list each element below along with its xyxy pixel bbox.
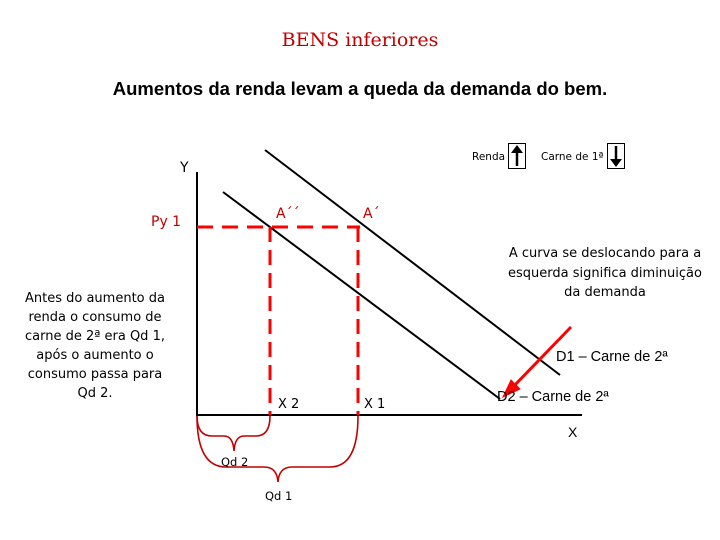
y-axis-label: Y bbox=[180, 160, 189, 176]
brace-qd1 bbox=[197, 416, 358, 482]
legend-renda-box bbox=[508, 143, 526, 169]
legend-renda-label: Renda bbox=[472, 151, 506, 163]
qd2-label: Qd 2 bbox=[221, 455, 249, 469]
note-right: A curva se deslocando para a esquerda significa diminuição da demanda bbox=[508, 246, 702, 300]
slide-subtitle: Aumentos da renda levam a queda da demanda do bem. bbox=[112, 78, 608, 99]
arrow-up-icon bbox=[509, 144, 525, 168]
arrow-down-icon bbox=[608, 144, 624, 168]
legend-carne-label: Carne de 1ª bbox=[541, 151, 604, 163]
point-a-double-prime-label: A´´ bbox=[276, 206, 300, 222]
slide-title: BENS inferiores bbox=[281, 29, 439, 51]
curve-d1-label: D1 – Carne de 2ª bbox=[556, 349, 668, 365]
x1-label: X 1 bbox=[364, 397, 386, 412]
qd1-label: Qd 1 bbox=[265, 489, 293, 503]
x2-label: X 2 bbox=[278, 397, 300, 412]
legend-carne-box bbox=[607, 143, 625, 169]
x-axis-label: X bbox=[568, 424, 578, 440]
note-left: Antes do aumento da renda o consumo de carne de 2ª era Qd 1, após o aumento o consumo passa para Qd 2. bbox=[25, 291, 165, 401]
point-a-prime-label: A´ bbox=[363, 206, 380, 222]
curve-d2-label: D2 – Carne de 2ª bbox=[497, 389, 609, 405]
brace-qd2 bbox=[197, 416, 270, 451]
py1-label: Py 1 bbox=[151, 214, 182, 230]
